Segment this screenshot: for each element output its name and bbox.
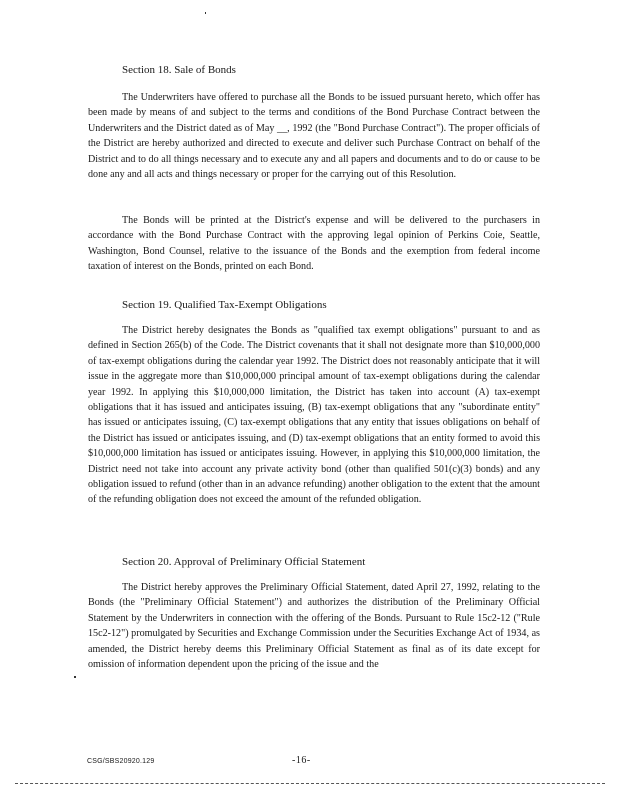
section-18-heading: Section 18. Sale of Bonds [122,64,236,76]
scan-edge-line [15,783,605,785]
scan-speck [205,12,206,14]
section-18-paragraph-1: The Underwriters have offered to purchase all the Bonds to be issued pursuant hereto, which offer has been made by means of and subject to the terms and conditions of the Bond Purchase Contract between the Underwriters and the District dated as of May __, 1992 (the "Bond Purchase Contract"). The proper officials of the District are hereby authorized and directed to execute and deliver such Purchase Contract on behalf of the District and to do all things necessary and to execute any and all papers and documents and to do or cause to be done any and all acts and things necessary or proper for the carrying out of this Resolution. [88,92,540,181]
section-18-paragraph-2: The Bonds will be printed at the District's expense and will be delivered to the purchasers in accordance with the Bond Purchase Contract with the approving legal opinion of Perkins Coie, Seattle, Washington, Bond Counsel, relative to the issuance of the Bonds and the exemption from federal income taxation of interest on the Bonds, printed on each Bond. [88,215,540,273]
section-20-paragraph-1: The District hereby approves the Preliminary Official Statement, dated April 27, 1992, relating to the Bonds (the "Preliminary Official Statement") and authorizes the distribution of the Preliminary Official Statement by the Underwriters in connection with the offering of the Bonds. Pursuant to Rule 15c2-12 ("Rule 15c2-12") promulgated by Securities and Exchange Commission under the Securities Exchange Act of 1934, as amended, the District hereby deems this Preliminary Official Statement as final as of its date except for omission of information dependent upon the pricing of the issue and the [88,582,540,671]
section-19-heading: Section 19. Qualified Tax-Exempt Obligations [122,299,327,311]
document-id: CSG/SBS20920.129 [87,758,155,765]
page-number: -16- [292,755,311,766]
scan-speck [74,676,76,678]
section-19-paragraph-1: The District hereby designates the Bonds as "qualified tax exempt obligations" pursuant to and as defined in Section 265(b) of the Code. The District covenants that it shall not designate more than $10,000,000 of tax-exempt obligations during the calendar year 1992. The District does not reasonably anticipate that it will issue in the aggregate more than $10,000,000 principal amount of tax-exempt obligations during the calendar year 1992. In applying this $10,000,000 limitation, the District has taken into account (A) tax-exempt obligations that it has issued and anticipates issuing, (B) tax-exempt obligations that any "subordinate entity" has issued or anticipates issuing, (C) tax-exempt obligations that any entity that issues obligations on behalf of the District has issued or anticipates issuing, and (D) tax-exempt obligations that an entity formed to avoid this $10,000,000 limitation has issued or anticipates issuing. However, in applying this $10,000,000 limitation, the District need not take into account any private activity bond (other than qualified 501(c)(3) bonds) and any obligation issued to refund (other than in an advance refunding) another obligation to the extent that the amount of the refunding obligation does not exceed the amount of the refunded obligation. [88,325,540,506]
section-20-heading: Section 20. Approval of Preliminary Official Statement [122,556,366,568]
